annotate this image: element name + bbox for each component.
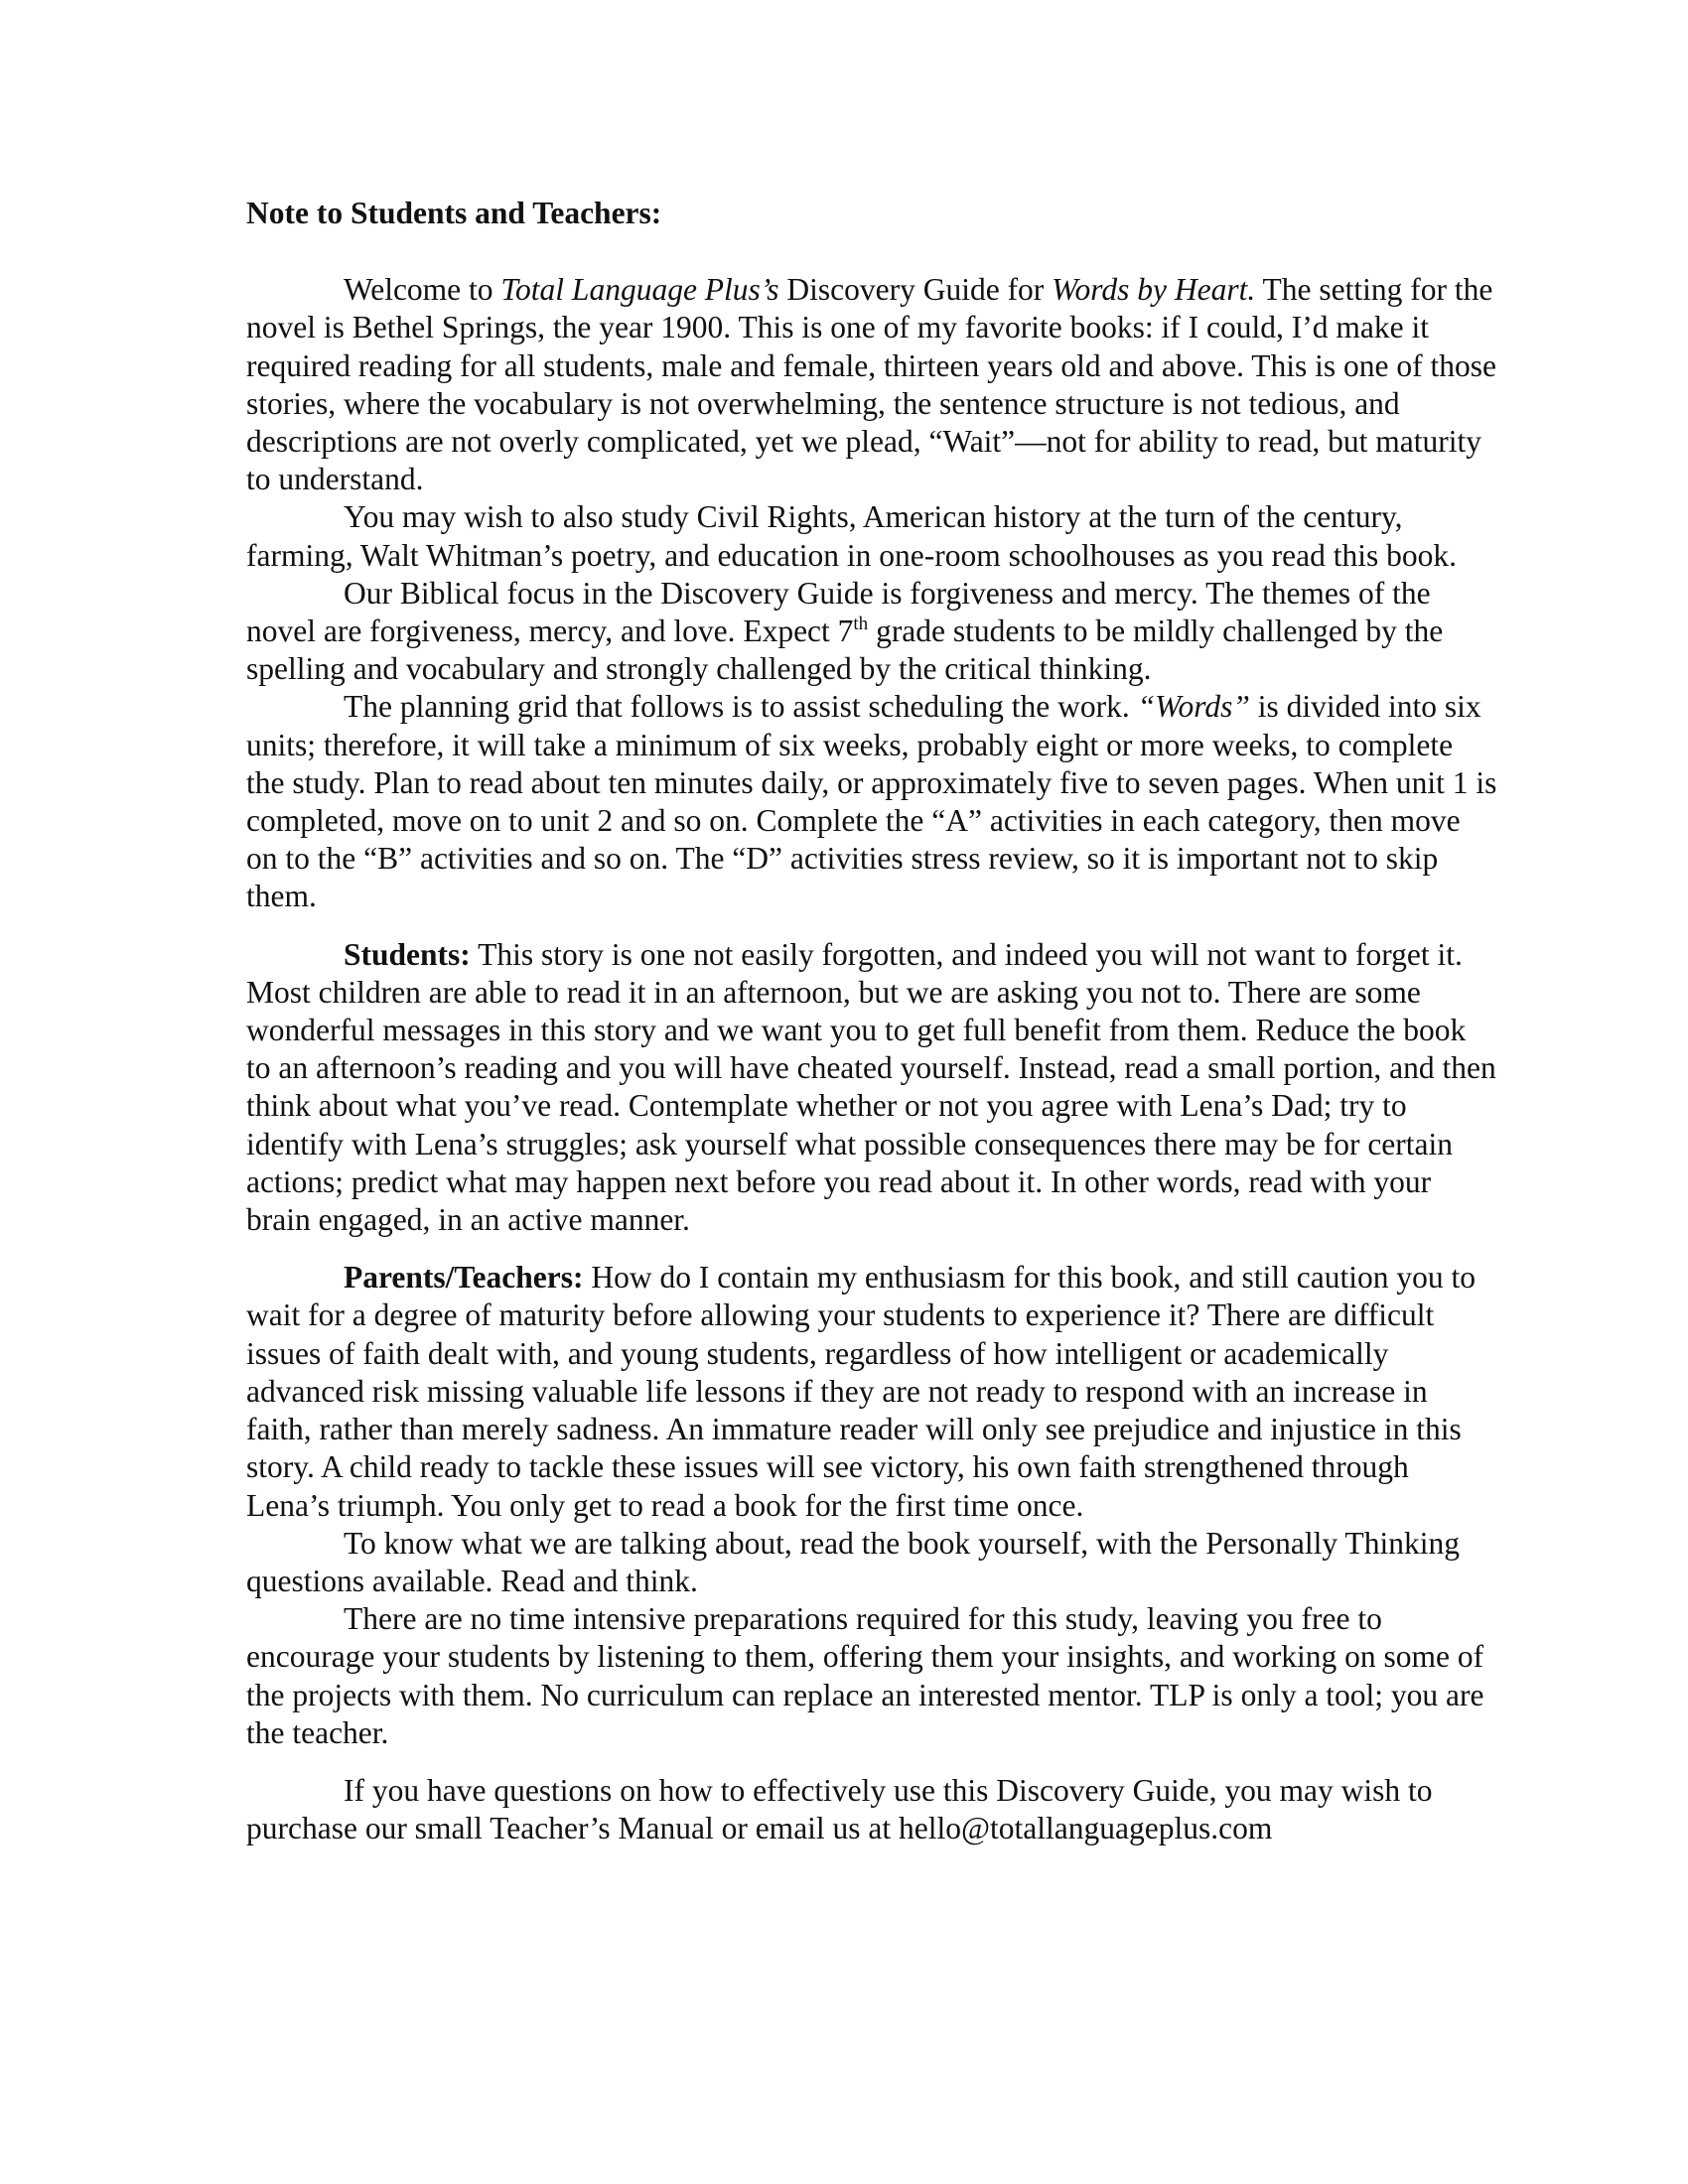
intro-paragraph-planning-grid	[246, 688, 1497, 915]
focus-text-b: grade students to be mildly challenged by the spelling and vocabulary and strongly challenged by the critical thinking.	[246, 614, 1444, 687]
planning-text-b: is divided into six units; therefore, it will take a minimum of six weeks, probably eight or more weeks, to complete the study. Plan to read about ten minutes daily, or approximately five to seven pages. When unit 1 is completed, move on to unit 2 and so on. Complete the “A” activities in each category, then move on to the “B” activities and so on. The “D” activities stress review, so it is important not to skip them.	[246, 689, 1497, 914]
intro-paragraph-welcome	[246, 271, 1497, 498]
parents-paragraph-no-preparations: There are no time intensive preparations required for this study, leaving you free to encourage your students by listening to them, offering them your insights, and working on some of the projects with them. No curriculum can replace an interested mentor. TLP is only a tool; you are the teacher.	[246, 1601, 1484, 1750]
intro-paragraph-study-topics: You may wish to also study Civil Rights, American history at the turn of the century, farming, Walt Whitman’s poetry, and education in one-room schoolhouses as you read this book.	[246, 499, 1458, 573]
short-title: “Words”	[1137, 689, 1250, 725]
parents-text: How do I contain my enthusiasm for this book, and still caution you to wait for a degree of maturity before allowing your students to experience it? There are difficult issues of faith dealt with, and young students, regardless of how intelligent or academically advanced risk missing valuable life lessons if they are not ready to respond with an increase in faith, rather than merely sadness. An immature reader will only see prejudice and injustice in this story. A child ready to tackle these issues will see victory, his own faith strengthened through Lena’s triumph. You only get to read a book for the first time once.	[246, 1260, 1476, 1523]
intro-text-a: Welcome to	[344, 272, 501, 308]
focus-text-a: Our Biblical focus in the Discovery Guide is forgiveness and mercy. The themes of the novel are forgiveness, mercy, and love. Expect 7	[246, 575, 1431, 649]
parents-label: Parents/Teachers:	[344, 1260, 584, 1296]
page-heading: Note to Students and Teachers:	[246, 196, 662, 230]
document-page	[246, 195, 1497, 1847]
intro-paragraph-biblical-focus	[246, 575, 1497, 689]
students-paragraph	[246, 936, 1497, 1240]
intro-text-c: The setting for the novel is Bethel Springs, the year 1900. This is one of my favorite books: if I could, I’d make it required reading for all students, male and female, thirteen years old and above. This is one of those stories, where the vocabulary is not overwhelming, the sentence structure is not tedious, and descriptions are not overly complicated, yet we plead, “Wait”—not for ability to read, but maturity to understand.	[246, 272, 1497, 497]
closing-paragraph: If you have questions on how to effectively use this Discovery Guide, you may wish to purchase our small Teacher’s Manual or email us at hello@totallanguageplus.com	[246, 1772, 1433, 1846]
series-title: Total Language Plus’s	[500, 272, 779, 308]
parents-paragraph-read-yourself: To know what we are talking about, read the book yourself, with the Personally Thinking questions available. Read and think.	[246, 1525, 1460, 1598]
students-text: This story is one not easily forgotten, and indeed you will not want to forget it. Most children are able to read it in an afternoon, but we are asking you not to. There are some wonderful messages in this story and we want you to get full benefit from them. Reduce the book to an afternoon’s reading and you will have cheated yourself. Instead, read a small portion, and then think about what you’ve read. Contemplate whether or not you agree with Lena’s Dad; try to identify with Lena’s struggles; ask yourself what possible consequences there may be for certain actions; predict what may happen next before you read about it. In other words, read with your brain engaged, in an active manner.	[246, 936, 1496, 1238]
students-label: Students:	[344, 936, 471, 972]
parents-paragraph	[246, 1259, 1497, 1524]
intro-text-b: Discovery Guide for	[778, 272, 1053, 308]
planning-text-a: The planning grid that follows is to assist scheduling the work.	[344, 689, 1138, 725]
ordinal-suffix: th	[853, 614, 869, 635]
book-title: Words by Heart.	[1052, 272, 1256, 308]
